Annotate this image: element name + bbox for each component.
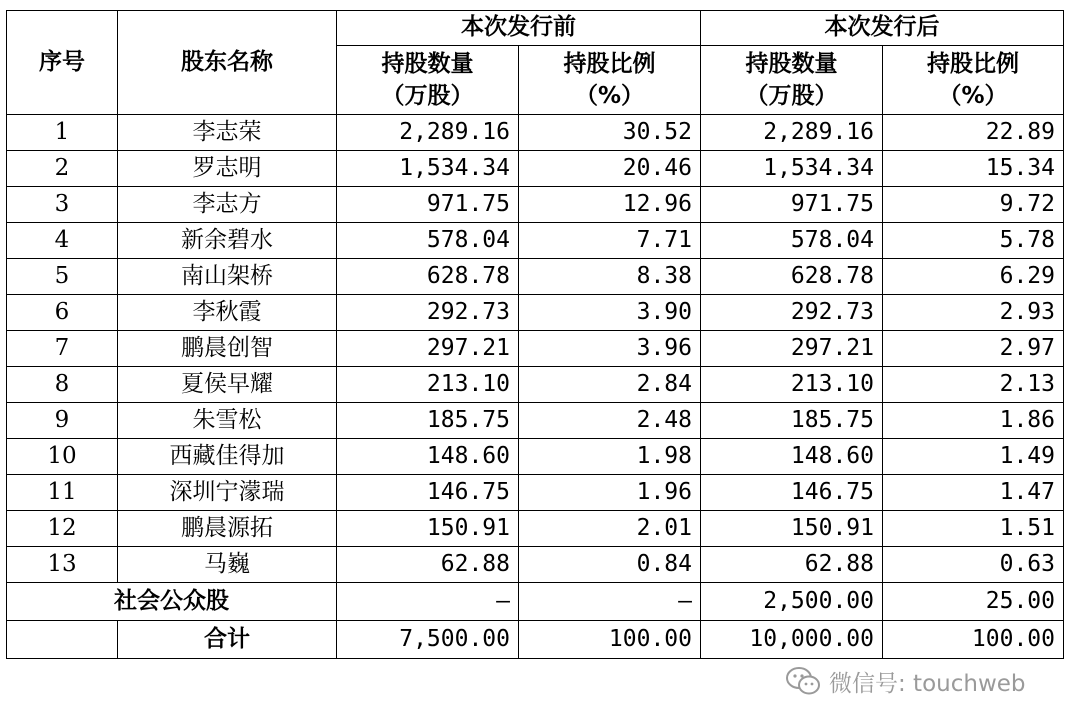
row-name: 夏侯早耀 xyxy=(118,367,337,403)
row-after-ratio: 2.97 xyxy=(883,331,1064,367)
row-name: 朱雪松 xyxy=(118,403,337,439)
row-no: 6 xyxy=(7,295,118,331)
row-after-qty: 297.21 xyxy=(701,331,883,367)
table-row xyxy=(7,295,1064,331)
header-after-ratio xyxy=(883,46,1064,115)
row-after-ratio: 9.72 xyxy=(883,187,1064,223)
row-no: 4 xyxy=(7,223,118,259)
row-before-ratio: 3.96 xyxy=(519,331,701,367)
row-before-qty: 146.75 xyxy=(337,475,519,511)
header-ratio-line2: （%） xyxy=(938,83,1008,109)
public-before-qty: – xyxy=(337,583,519,621)
row-before-ratio: 30.52 xyxy=(519,115,701,151)
table-row xyxy=(7,259,1064,295)
header-ratio-line1: 持股比例 xyxy=(563,51,656,77)
total-after-qty: 10,000.00 xyxy=(701,621,883,659)
row-after-qty: 148.60 xyxy=(701,439,883,475)
row-before-qty: 297.21 xyxy=(337,331,519,367)
header-before: 本次发行前 xyxy=(337,11,701,46)
row-after-qty: 971.75 xyxy=(701,187,883,223)
row-before-ratio: 8.38 xyxy=(519,259,701,295)
table-row xyxy=(7,367,1064,403)
row-before-ratio: 2.48 xyxy=(519,403,701,439)
watermark-text: 微信号: touchweb xyxy=(829,670,1026,697)
row-name: 新余碧水 xyxy=(118,223,337,259)
row-before-qty: 1,534.34 xyxy=(337,151,519,187)
row-after-ratio: 1.47 xyxy=(883,475,1064,511)
total-before-ratio: 100.00 xyxy=(519,621,701,659)
public-row xyxy=(7,583,1064,621)
public-before-ratio: – xyxy=(519,583,701,621)
header-seq: 序号 xyxy=(7,11,118,115)
header-name: 股东名称 xyxy=(118,11,337,115)
row-name: 李秋霞 xyxy=(118,295,337,331)
row-after-ratio: 22.89 xyxy=(883,115,1064,151)
row-before-qty: 971.75 xyxy=(337,187,519,223)
row-after-ratio: 0.63 xyxy=(883,547,1064,583)
table-row xyxy=(7,547,1064,583)
table-row xyxy=(7,475,1064,511)
row-before-qty: 628.78 xyxy=(337,259,519,295)
row-before-ratio: 2.84 xyxy=(519,367,701,403)
row-after-qty: 62.88 xyxy=(701,547,883,583)
row-after-ratio: 1.51 xyxy=(883,511,1064,547)
row-after-qty: 1,534.34 xyxy=(701,151,883,187)
row-after-ratio: 1.49 xyxy=(883,439,1064,475)
public-after-ratio: 25.00 xyxy=(883,583,1064,621)
shareholding-table xyxy=(6,10,1064,659)
watermark xyxy=(785,664,1026,698)
row-after-qty: 146.75 xyxy=(701,475,883,511)
row-no: 10 xyxy=(7,439,118,475)
row-before-qty: 578.04 xyxy=(337,223,519,259)
total-row-blank xyxy=(7,621,118,659)
row-no: 1 xyxy=(7,115,118,151)
total-after-ratio: 100.00 xyxy=(883,621,1064,659)
row-before-qty: 62.88 xyxy=(337,547,519,583)
row-no: 9 xyxy=(7,403,118,439)
header-qty-line2: （万股） xyxy=(381,83,474,109)
row-no: 7 xyxy=(7,331,118,367)
public-after-qty: 2,500.00 xyxy=(701,583,883,621)
row-after-qty: 2,289.16 xyxy=(701,115,883,151)
row-before-qty: 292.73 xyxy=(337,295,519,331)
row-after-ratio: 2.13 xyxy=(883,367,1064,403)
row-before-ratio: 1.96 xyxy=(519,475,701,511)
row-before-ratio: 20.46 xyxy=(519,151,701,187)
header-after-qty xyxy=(701,46,883,115)
row-name: 鹏晨源拓 xyxy=(118,511,337,547)
header-before-ratio xyxy=(519,46,701,115)
row-name: 深圳宁濛瑞 xyxy=(118,475,337,511)
row-no: 8 xyxy=(7,367,118,403)
total-row-label: 合计 xyxy=(118,621,337,659)
row-before-ratio: 12.96 xyxy=(519,187,701,223)
row-before-ratio: 1.98 xyxy=(519,439,701,475)
row-after-qty: 292.73 xyxy=(701,295,883,331)
row-name: 鹏晨创智 xyxy=(118,331,337,367)
row-name: 南山架桥 xyxy=(118,259,337,295)
table-row xyxy=(7,151,1064,187)
header-qty-line1: 持股数量 xyxy=(745,51,838,77)
row-after-ratio: 2.93 xyxy=(883,295,1064,331)
table-row xyxy=(7,187,1064,223)
row-name: 马巍 xyxy=(118,547,337,583)
wechat-icon xyxy=(785,666,821,696)
row-no: 5 xyxy=(7,259,118,295)
row-before-qty: 148.60 xyxy=(337,439,519,475)
row-no: 3 xyxy=(7,187,118,223)
row-no: 2 xyxy=(7,151,118,187)
table-row xyxy=(7,331,1064,367)
row-after-qty: 213.10 xyxy=(701,367,883,403)
row-after-qty: 628.78 xyxy=(701,259,883,295)
row-no: 12 xyxy=(7,511,118,547)
row-name: 李志方 xyxy=(118,187,337,223)
row-before-qty: 185.75 xyxy=(337,403,519,439)
header-qty-line2: （万股） xyxy=(745,83,838,109)
table-row xyxy=(7,223,1064,259)
table-row xyxy=(7,511,1064,547)
header-before-qty xyxy=(337,46,519,115)
row-before-qty: 150.91 xyxy=(337,511,519,547)
row-before-qty: 213.10 xyxy=(337,367,519,403)
row-after-ratio: 1.86 xyxy=(883,403,1064,439)
row-after-qty: 150.91 xyxy=(701,511,883,547)
row-after-ratio: 6.29 xyxy=(883,259,1064,295)
row-before-ratio: 0.84 xyxy=(519,547,701,583)
row-no: 13 xyxy=(7,547,118,583)
row-no: 11 xyxy=(7,475,118,511)
row-before-ratio: 2.01 xyxy=(519,511,701,547)
header-ratio-line2: （%） xyxy=(574,83,645,109)
header-qty-line1: 持股数量 xyxy=(381,51,474,77)
total-before-qty: 7,500.00 xyxy=(337,621,519,659)
row-name: 罗志明 xyxy=(118,151,337,187)
row-before-ratio: 7.71 xyxy=(519,223,701,259)
table-body xyxy=(7,115,1064,583)
table-row xyxy=(7,115,1064,151)
row-after-qty: 578.04 xyxy=(701,223,883,259)
total-row xyxy=(7,621,1064,659)
row-after-qty: 185.75 xyxy=(701,403,883,439)
table-row xyxy=(7,439,1064,475)
public-row-label: 社会公众股 xyxy=(7,583,337,621)
row-before-ratio: 3.90 xyxy=(519,295,701,331)
row-name: 西藏佳得加 xyxy=(118,439,337,475)
row-after-ratio: 5.78 xyxy=(883,223,1064,259)
row-after-ratio: 15.34 xyxy=(883,151,1064,187)
header-after: 本次发行后 xyxy=(701,11,1064,46)
row-before-qty: 2,289.16 xyxy=(337,115,519,151)
row-name: 李志荣 xyxy=(118,115,337,151)
table-row xyxy=(7,403,1064,439)
header-ratio-line1: 持股比例 xyxy=(927,51,1019,77)
